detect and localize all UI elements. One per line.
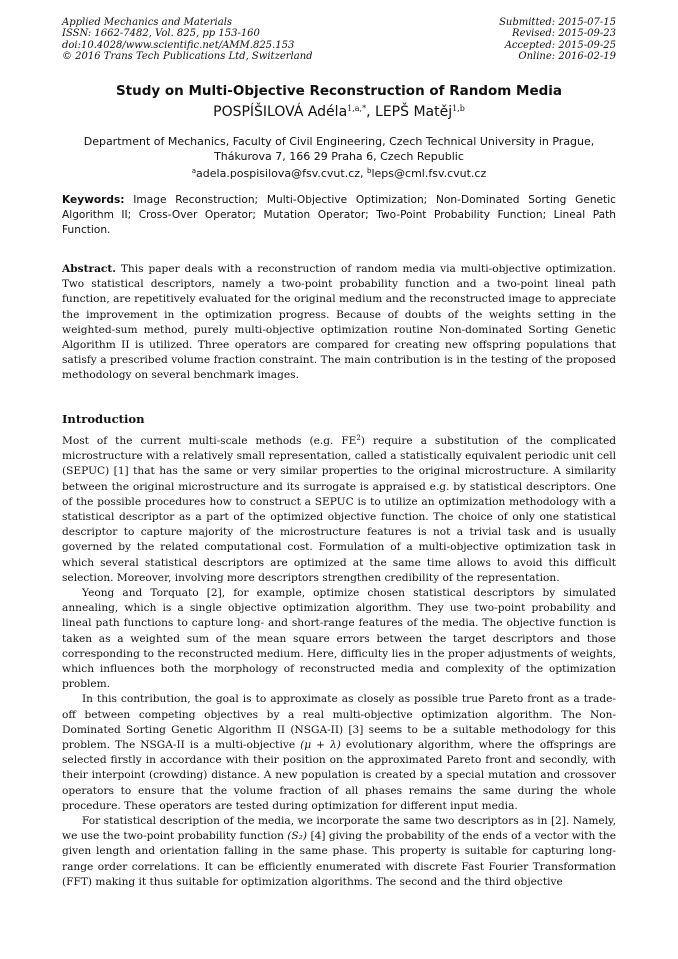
author-separator: ,	[366, 104, 376, 120]
affiliation	[62, 134, 616, 181]
paragraph-1-text-a: Most of the current multi-scale methods (e.g. FE	[62, 435, 357, 447]
journal-info	[62, 17, 313, 63]
paragraph-4-text-a: For statistical description of the media, we incorporate the same two descriptors as in [2]. Namely, we use the two-point probability function	[62, 815, 616, 843]
keywords-label: Keywords:	[62, 194, 125, 206]
paragraph-4	[62, 814, 616, 890]
s2-math: (S₂)	[287, 830, 308, 843]
paragraph-3-text-a: In this contribution, the goal is to approximate as closely as possible true Pareto front as a trade-off between competing objectives by a real multi-objective optimization algorithm. The Non-Dominated Sorting Genetic Algorithm II (NSGA-II) [3] seems to be a suitable methodology for this problem. The NSGA-II is a multi-objective	[62, 693, 616, 752]
paragraph-3	[62, 692, 616, 814]
email-a[interactable]: adela.pospisilova@fsv.cvut.cz,	[196, 167, 368, 180]
author-2-affiliation-mark: 1,b	[452, 104, 465, 113]
paragraph-1	[62, 434, 616, 586]
section-heading-introduction: Introduction	[62, 412, 145, 426]
author-2-name: LEPŠ Matěj	[375, 104, 453, 120]
author-emails	[62, 164, 616, 181]
author-1-name: POSPÍŠILOVÁ Adéla	[213, 104, 348, 120]
copyright: © 2016 Trans Tech Publications Ltd, Switzerland	[62, 51, 313, 63]
online-date: Online: 2016-02-19	[518, 51, 616, 63]
doi: doi:10.4028/www.scientific.net/AMM.825.153	[62, 39, 295, 51]
journal-name: Applied Mechanics and Materials	[62, 17, 233, 28]
fe-superscript: 2	[356, 434, 361, 442]
mu-plus-lambda-math: (μ + λ)	[300, 739, 341, 752]
email-b-mark: b	[367, 167, 372, 175]
abstract-block	[62, 262, 616, 384]
abstract-text: This paper deals with a reconstruction of random media via multi-objective optimization. Two statistical descriptors, namely a two-point probability function and a two-point lineal path function, are repetitively evaluated for the original medium and the reconstructed image to appreciate the improvement in the optimization progress. Because of doubts of the weights setting in the weighted-sum method, purely multi-objective optimization routine Non-dominated Sorting Genetic Algorithm II is utilized. Three operators are compared for creating new offspring populations that satisfy a prescribed volume fraction constraint. The main contribution is in the testing of the proposed methodology on several benchmark images.	[62, 263, 616, 382]
submission-dates	[499, 17, 616, 63]
paragraph-1-text-b: ) require a substitution of the complicated microstructure with a relatively small representation, called a statistically equivalent periodic unit cell (SEPUC) [1] that has the same or very similar properties to the original microstructure. A similarity between the original microstructure and its surrogate is appraised e.g. by statistical descriptors. One of the possible procedures how to construct a SEPUC is to utilize an optimization methodology with a statistical descriptor as a part of the optimized objective function. The choice of only one statistical descriptor to capture majority of the microstructure features is not a trivial task and is usually governed by the related computational cost. Formulation of a multi-objective optimization task in which several statistical descriptors are optimized at the same time allows to avoid this difficult selection. Moreover, involving more descriptors strengthen credibility of the representation.	[62, 435, 616, 584]
issn-volume-pages: ISSN: 1662-7482, Vol. 825, pp 153-160	[62, 28, 260, 40]
affiliation-line-2: Thákurova 7, 166 29 Praha 6, Czech Republic	[214, 150, 464, 163]
affiliation-line-1: Department of Mechanics, Faculty of Civil Engineering, Czech Technical University in Prague,	[83, 135, 595, 148]
keywords-text: Image Reconstruction; Multi-Objective Optimization; Non-Dominated Sorting Genetic Algorithm II; Cross-Over Operator; Mutation Operator; Two-Point Probability Function; Lineal Path Function.	[62, 194, 616, 237]
revised-date: Revised: 2015-09-23	[512, 28, 616, 40]
author-1-affiliation-mark: 1,a,*	[347, 104, 367, 113]
paragraph-3-text-b: evolutionary algorithm, where the offsprings are selected firstly in accordance with their position on the approximated Pareto front and secondly, with their interpoint (crowding) distance. A new population is created by a special mutation and crossover operators to ensure that the volume fraction of all phases remains the same during the whole procedure. These operators are tested during optimization for different input media.	[62, 739, 616, 812]
paragraph-2: Yeong and Torquato [2], for example, optimize chosen statistical descriptors by simulated annealing, which is a single objective optimization algorithm. They use two-point probability and lineal path functions to capture long- and short-range features of the media. The objective function is taken as a weighted sum of the mean square errors between the target descriptors and those corresponding to the reconstructed medium. Here, difficulty lies in the proper adjustments of weights, which influences both the morphology of reconstructed media and complexity of the optimization problem.	[62, 587, 616, 691]
abstract-label: Abstract.	[62, 263, 116, 275]
paper-title: Study on Multi-Objective Reconstruction of Random Media	[115, 83, 563, 99]
email-a-mark: a	[191, 167, 197, 175]
email-b[interactable]: leps@cml.fsv.cvut.cz	[371, 167, 487, 180]
keywords-block	[62, 193, 616, 239]
introduction-body	[62, 434, 616, 890]
submitted-date: Submitted: 2015-07-15	[499, 17, 616, 28]
author-list	[62, 104, 616, 120]
accepted-date: Accepted: 2015-09-25	[504, 39, 616, 51]
paragraph-4-text-b: [4] giving the probability of the ends of a vector with the given length and orientation falling in the same phase. This property is suitable for capturing long-range order correlations. It can be efficiently enumerated with discrete Fast Fourier Transformation (FFT) making it thus suitable for optimization algorithms. The second and the third objective	[62, 830, 617, 888]
